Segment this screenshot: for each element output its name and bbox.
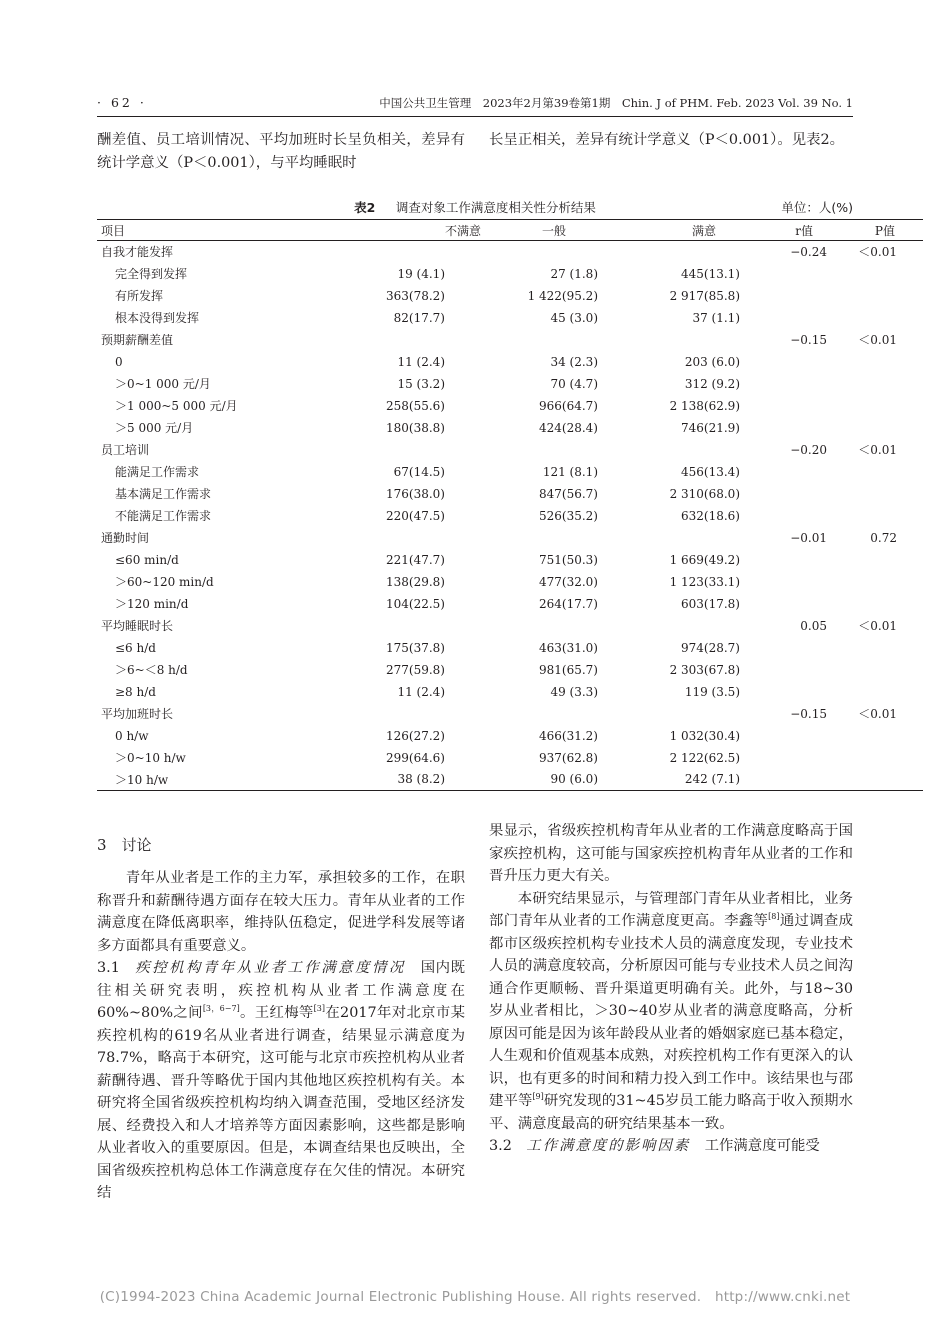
cell-dis: 104(22.5): [386, 596, 445, 611]
page-number: · 62 ·: [97, 95, 147, 110]
cell-item: ≤60 min/d: [115, 552, 179, 567]
header-item: 项目: [101, 223, 126, 238]
cell-sat: 2 303(67.8): [669, 662, 740, 677]
cell-gen: 466(31.2): [539, 728, 598, 743]
cell-item: ≤6 h/d: [115, 640, 156, 655]
cell-sat: 456(13.4): [681, 464, 740, 479]
section-3-2-paragraph: [489, 1135, 853, 1158]
cell-gen: 847(56.7): [539, 486, 598, 501]
cell-sat: 203 (6.0): [684, 354, 740, 369]
header-rule: [97, 116, 853, 117]
cell-p: [839, 593, 923, 615]
cell-sat: 1 669(49.2): [669, 552, 740, 567]
cell-p: ＜0.01: [858, 619, 897, 633]
cell-gen: 751(50.3): [539, 552, 598, 567]
citation-9: [9]: [532, 1092, 544, 1101]
cell-r: [740, 659, 839, 681]
discussion-right-paragraph-2: [489, 888, 853, 1136]
cell-dis: 220(47.5): [386, 508, 445, 523]
cell-p: [839, 571, 923, 593]
citation-3: [3]: [313, 1004, 325, 1013]
table-row: [97, 725, 923, 747]
cell-gen: 937(62.8): [539, 750, 598, 765]
cell-item: 基本满足工作需求: [115, 487, 212, 501]
cell-sat: 2 122(62.5): [669, 750, 740, 765]
cell-item: 0 h/w: [115, 728, 149, 743]
section-3-2-text: 工作满意度可能受: [704, 1138, 820, 1154]
cell-sat: 632(18.6): [681, 508, 740, 523]
table-header-row: [97, 220, 923, 241]
cell-sat: [598, 527, 740, 549]
cell-dis: 38 (8.2): [397, 772, 445, 787]
cell-item: 员工培训: [101, 443, 150, 457]
cell-r: 0.05: [800, 618, 827, 633]
cell-r: [740, 483, 839, 505]
cell-dis: 299(64.6): [386, 750, 445, 765]
header-satisfied: 满意: [691, 223, 716, 238]
cell-gen: 121 (8.1): [542, 464, 598, 479]
cell-sat: 445(13.1): [681, 266, 740, 281]
cell-item: 完全得到发挥: [115, 267, 188, 281]
cell-item: 预期薪酬差值: [101, 333, 174, 347]
cell-p: ＜0.01: [858, 245, 897, 260]
cell-gen: 526(35.2): [539, 508, 598, 523]
cell-sat: 37 (1.1): [692, 310, 740, 325]
cell-r: [740, 593, 839, 615]
cell-item: ＞120 min/d: [115, 597, 189, 611]
cell-sat: 1 123(33.1): [669, 574, 740, 589]
cell-r: −0.01: [790, 530, 827, 545]
right-para2-text-c: 研究发现的31~45岁员工能力略高于收入预期水平、满意度最高的研究结果基本一致。: [489, 1093, 853, 1132]
section-3-1-text-a: 国内既往相关研究表明，疾控机构从业者工作满意度在60%~80%之间: [97, 960, 465, 1021]
table-caption: [97, 198, 853, 218]
right-para2-text-a: 本研究结果显示，与管理部门青年从业者相比，业务部门青年从业者的工作满意度更高。李鑫等: [489, 890, 853, 929]
cell-dis: 67(14.5): [393, 464, 445, 479]
table-row: [97, 263, 923, 285]
cell-item: ＞10 h/w: [115, 772, 169, 787]
table-row: [97, 637, 923, 659]
table-row: [97, 483, 923, 505]
running-header: [97, 94, 853, 116]
cell-r: [740, 417, 839, 439]
cell-item: 自我才能发挥: [101, 245, 174, 260]
table-group-row: [97, 527, 923, 549]
cell-sat: 1 032(30.4): [669, 728, 740, 743]
results-text-left: 酬差值、员工培训情况、平均加班时长呈负相关，差异有统计学意义（P＜0.001），与平均睡眠时: [97, 132, 465, 171]
cell-dis: 15 (3.2): [397, 376, 445, 391]
cell-p: [839, 417, 923, 439]
cell-gen: 27 (1.8): [550, 266, 598, 281]
table-row: [97, 681, 923, 703]
table-row: [97, 417, 923, 439]
cell-r: [740, 395, 839, 417]
table-row: [97, 769, 923, 791]
right-para2-text-b: 通过调查成都市区级疾控机构专业技术人员的满意度发现，专业技术人员的满意度较高，分析原因可能与专业技术人员之间沟通合作更顺畅、晋升渠道更明确有关。此外，与18~30岁从业者相比，＞30~40岁从业者的满意度略高，分析原因可能是因为该年龄段从业者的婚姻家庭已基本稳定，人生观和价值观基本成熟，对疾控机构工作有更深入的认识，也有更多的时间和精力投入到工作中。该结果也与邵建平等: [489, 913, 853, 1109]
cell-dis: 19 (4.1): [397, 266, 445, 281]
discussion-right-paragraph-1: 果显示，省级疾控机构青年从业者的工作满意度略高于国家疾控机构，这可能与国家疾控机构青年从业者的工作和晋升压力更大有关。: [489, 823, 853, 884]
table-row: [97, 307, 923, 329]
cell-dis: 11 (2.4): [397, 684, 445, 699]
cell-dis: 126(27.2): [386, 728, 445, 743]
cell-p: [839, 307, 923, 329]
cell-gen: [445, 241, 598, 263]
cell-gen: 424(28.4): [539, 420, 598, 435]
cell-gen: 477(32.0): [539, 574, 598, 589]
table-title-text: 调查对象工作满意度相关性分析结果: [395, 200, 596, 215]
cell-dis: 138(29.8): [386, 574, 445, 589]
cell-dis: [275, 527, 445, 549]
section-heading-discussion: 3 讨论: [97, 836, 152, 854]
cell-sat: 974(28.7): [681, 640, 740, 655]
cell-item: 0: [115, 354, 123, 369]
cell-gen: [445, 439, 598, 461]
header-r-value: r值: [795, 223, 813, 238]
cell-gen: 49 (3.3): [550, 684, 598, 699]
citation-8: [8]: [768, 912, 780, 921]
cell-r: [740, 637, 839, 659]
cell-r: [740, 263, 839, 285]
table-row: [97, 747, 923, 769]
results-text-right: 长呈正相关，差异有统计学意义（P＜0.001）。见表2。: [489, 132, 845, 148]
cell-p: [839, 681, 923, 703]
cell-dis: 277(59.8): [386, 662, 445, 677]
cell-sat: [598, 241, 740, 263]
cell-item: 根本没得到发挥: [115, 311, 200, 325]
cell-item: 平均睡眠时长: [101, 619, 174, 633]
cell-dis: 258(55.6): [386, 398, 445, 413]
table-row: [97, 571, 923, 593]
section-3-1-title: 疾控机构青年从业者工作满意度情况: [135, 960, 406, 976]
cell-dis: 82(17.7): [393, 310, 445, 325]
cell-r: −0.15: [790, 332, 827, 347]
discussion-paragraph-1: 青年从业者是工作的主力军，承担较多的工作，在职称晋升和薪酬待遇方面存在较大压力。青年从业者的工作满意度在降低离职率，维持队伍稳定，促进学科发展等诸多方面都具有重要意义。: [97, 870, 465, 954]
cell-r: [740, 571, 839, 593]
correlation-table: [97, 219, 897, 791]
cell-sat: 2 138(62.9): [669, 398, 740, 413]
cell-sat: 2 917(85.8): [669, 288, 740, 303]
cell-gen: 463(31.0): [539, 640, 598, 655]
cell-gen: [445, 703, 598, 725]
cell-p: ＜0.01: [858, 333, 897, 347]
cell-item: ＞60~120 min/d: [115, 575, 214, 589]
header-general: 一般: [541, 223, 566, 238]
cell-gen: 45 (3.0): [550, 310, 598, 325]
cell-gen: 90 (6.0): [550, 772, 598, 787]
cell-dis: 176(38.0): [386, 486, 445, 501]
cell-sat: [598, 329, 740, 351]
table-title: [97, 198, 853, 216]
cell-gen: 966(64.7): [539, 398, 598, 413]
header-dissatisfied: 不满意: [445, 223, 482, 238]
cell-p: [839, 769, 923, 791]
top-left-paragraph: [97, 129, 465, 174]
table-group-row: [97, 703, 923, 725]
cell-sat: 242 (7.1): [684, 772, 740, 787]
section-3-1-number: 3.1: [97, 960, 120, 976]
cell-dis: 11 (2.4): [397, 354, 445, 369]
cell-p: [839, 285, 923, 307]
top-right-paragraph: [489, 129, 853, 152]
cell-dis: [275, 329, 445, 351]
cell-r: [740, 725, 839, 747]
cell-sat: [598, 703, 740, 725]
cell-p: [839, 725, 923, 747]
cell-item: 能满足工作需求: [115, 465, 200, 479]
cell-gen: 34 (2.3): [550, 354, 598, 369]
cell-r: −0.24: [790, 244, 827, 259]
cell-dis: 180(38.8): [386, 420, 445, 435]
discussion-right-column: [489, 820, 853, 1158]
cell-sat: [598, 439, 740, 461]
cell-p: [839, 483, 923, 505]
cell-item: ＞1 000~5 000 元/月: [115, 399, 238, 413]
cell-gen: 264(17.7): [539, 596, 598, 611]
cell-item: ＞0~1 000 元/月: [115, 377, 211, 391]
copyright-footer: (C)1994-2023 China Academic Journal Electronic Publishing House. All rights reserved. http://www.cnki.net: [99, 1289, 851, 1305]
cell-gen: 70 (4.7): [550, 376, 598, 391]
cell-gen: [445, 615, 598, 637]
table-row: [97, 395, 923, 417]
table-row: [97, 659, 923, 681]
cell-dis: [275, 241, 445, 263]
cell-r: [740, 307, 839, 329]
cell-item: 平均加班时长: [101, 707, 174, 721]
cell-r: −0.15: [790, 706, 827, 721]
table-row: [97, 373, 923, 395]
cell-sat: 603(17.8): [681, 596, 740, 611]
cell-gen: [445, 329, 598, 351]
cell-dis: [275, 703, 445, 725]
table-group-row: [97, 329, 923, 351]
cell-r: [740, 461, 839, 483]
cell-p: ＜0.01: [858, 707, 897, 721]
cell-sat: 746(21.9): [681, 420, 740, 435]
cell-p: [839, 549, 923, 571]
cell-dis: 175(37.8): [386, 640, 445, 655]
table-label: 表2: [354, 200, 376, 215]
cell-r: [740, 373, 839, 395]
table-row: [97, 593, 923, 615]
header-p-value: P值: [874, 223, 895, 238]
table-row: [97, 461, 923, 483]
section-3-1-text-c: 在2017年对北京市某疾控机构的619名从业者进行调查，结果显示满意度为78.7%，略高于本研究，这可能与北京市疾控机构从业者薪酬待遇、晋升等略优于国内其他地区疾控机构有关。本研究将全国省级疾控机构均纳入调查范围，受地区经济发展、经费投入和人才培养等方面因素影响，这些都是影响从业者收入的重要原因。但是，本调查结果也反映出，全国省级疾控机构总体工作满意度存在欠佳的情况。本研究结: [97, 1005, 466, 1201]
cell-r: [740, 681, 839, 703]
table-row: [97, 351, 923, 373]
cell-gen: 1 422(95.2): [527, 288, 598, 303]
section-3-1-text-b: 。王红梅等: [239, 1005, 314, 1021]
cell-r: [740, 747, 839, 769]
table-unit: 单位：人(%): [781, 200, 853, 215]
cell-p: ＜0.01: [858, 443, 897, 457]
cell-p: 0.72: [870, 530, 897, 545]
table-group-row: [97, 439, 923, 461]
cell-r: [740, 351, 839, 373]
cell-r: [740, 505, 839, 527]
cell-gen: [445, 527, 598, 549]
cell-p: [839, 505, 923, 527]
cell-item: 通勤时间: [101, 531, 150, 545]
cell-item: ＞6~＜8 h/d: [115, 663, 188, 677]
cell-p: [839, 659, 923, 681]
journal-info: 中国公共卫生管理 2023年2月第39卷第1期 Chin. J of PHM. Feb. 2023 Vol. 39 No. 1: [379, 96, 853, 110]
cell-gen: 981(65.7): [539, 662, 598, 677]
cell-r: −0.20: [790, 442, 827, 457]
cell-item: ＞5 000 元/月: [115, 421, 194, 435]
cell-r: [740, 769, 839, 791]
section-3-1-paragraph: [97, 957, 465, 1205]
cell-p: [839, 747, 923, 769]
cell-p: [839, 637, 923, 659]
cell-p: [839, 461, 923, 483]
cell-r: [740, 285, 839, 307]
cell-p: [839, 395, 923, 417]
cell-sat: 2 310(68.0): [669, 486, 740, 501]
cell-item: ＞0~10 h/w: [115, 751, 186, 765]
cell-dis: 363(78.2): [386, 288, 445, 303]
cell-dis: [275, 439, 445, 461]
cell-dis: [275, 615, 445, 637]
cell-p: [839, 263, 923, 285]
table-group-row: [97, 615, 923, 637]
table-row: [97, 505, 923, 527]
cell-sat: 119 (3.5): [684, 684, 740, 699]
cell-item: ≥8 h/d: [115, 684, 156, 699]
cell-p: [839, 373, 923, 395]
citation-3-6-7: [3，6−7]: [202, 1004, 240, 1013]
cell-dis: 221(47.7): [386, 552, 445, 567]
cell-r: [740, 549, 839, 571]
section-3-2-title: 工作满意度的影响因素: [526, 1138, 691, 1154]
cell-item: 不能满足工作需求: [115, 509, 212, 523]
cell-p: [839, 351, 923, 373]
cell-item: 有所发挥: [115, 289, 164, 303]
table-group-row: [97, 241, 923, 263]
cell-sat: 312 (9.2): [684, 376, 740, 391]
table-row: [97, 549, 923, 571]
table-row: [97, 285, 923, 307]
cell-sat: [598, 615, 740, 637]
section-3-2-number: 3.2: [489, 1138, 512, 1154]
discussion-left-column: [97, 834, 465, 1205]
